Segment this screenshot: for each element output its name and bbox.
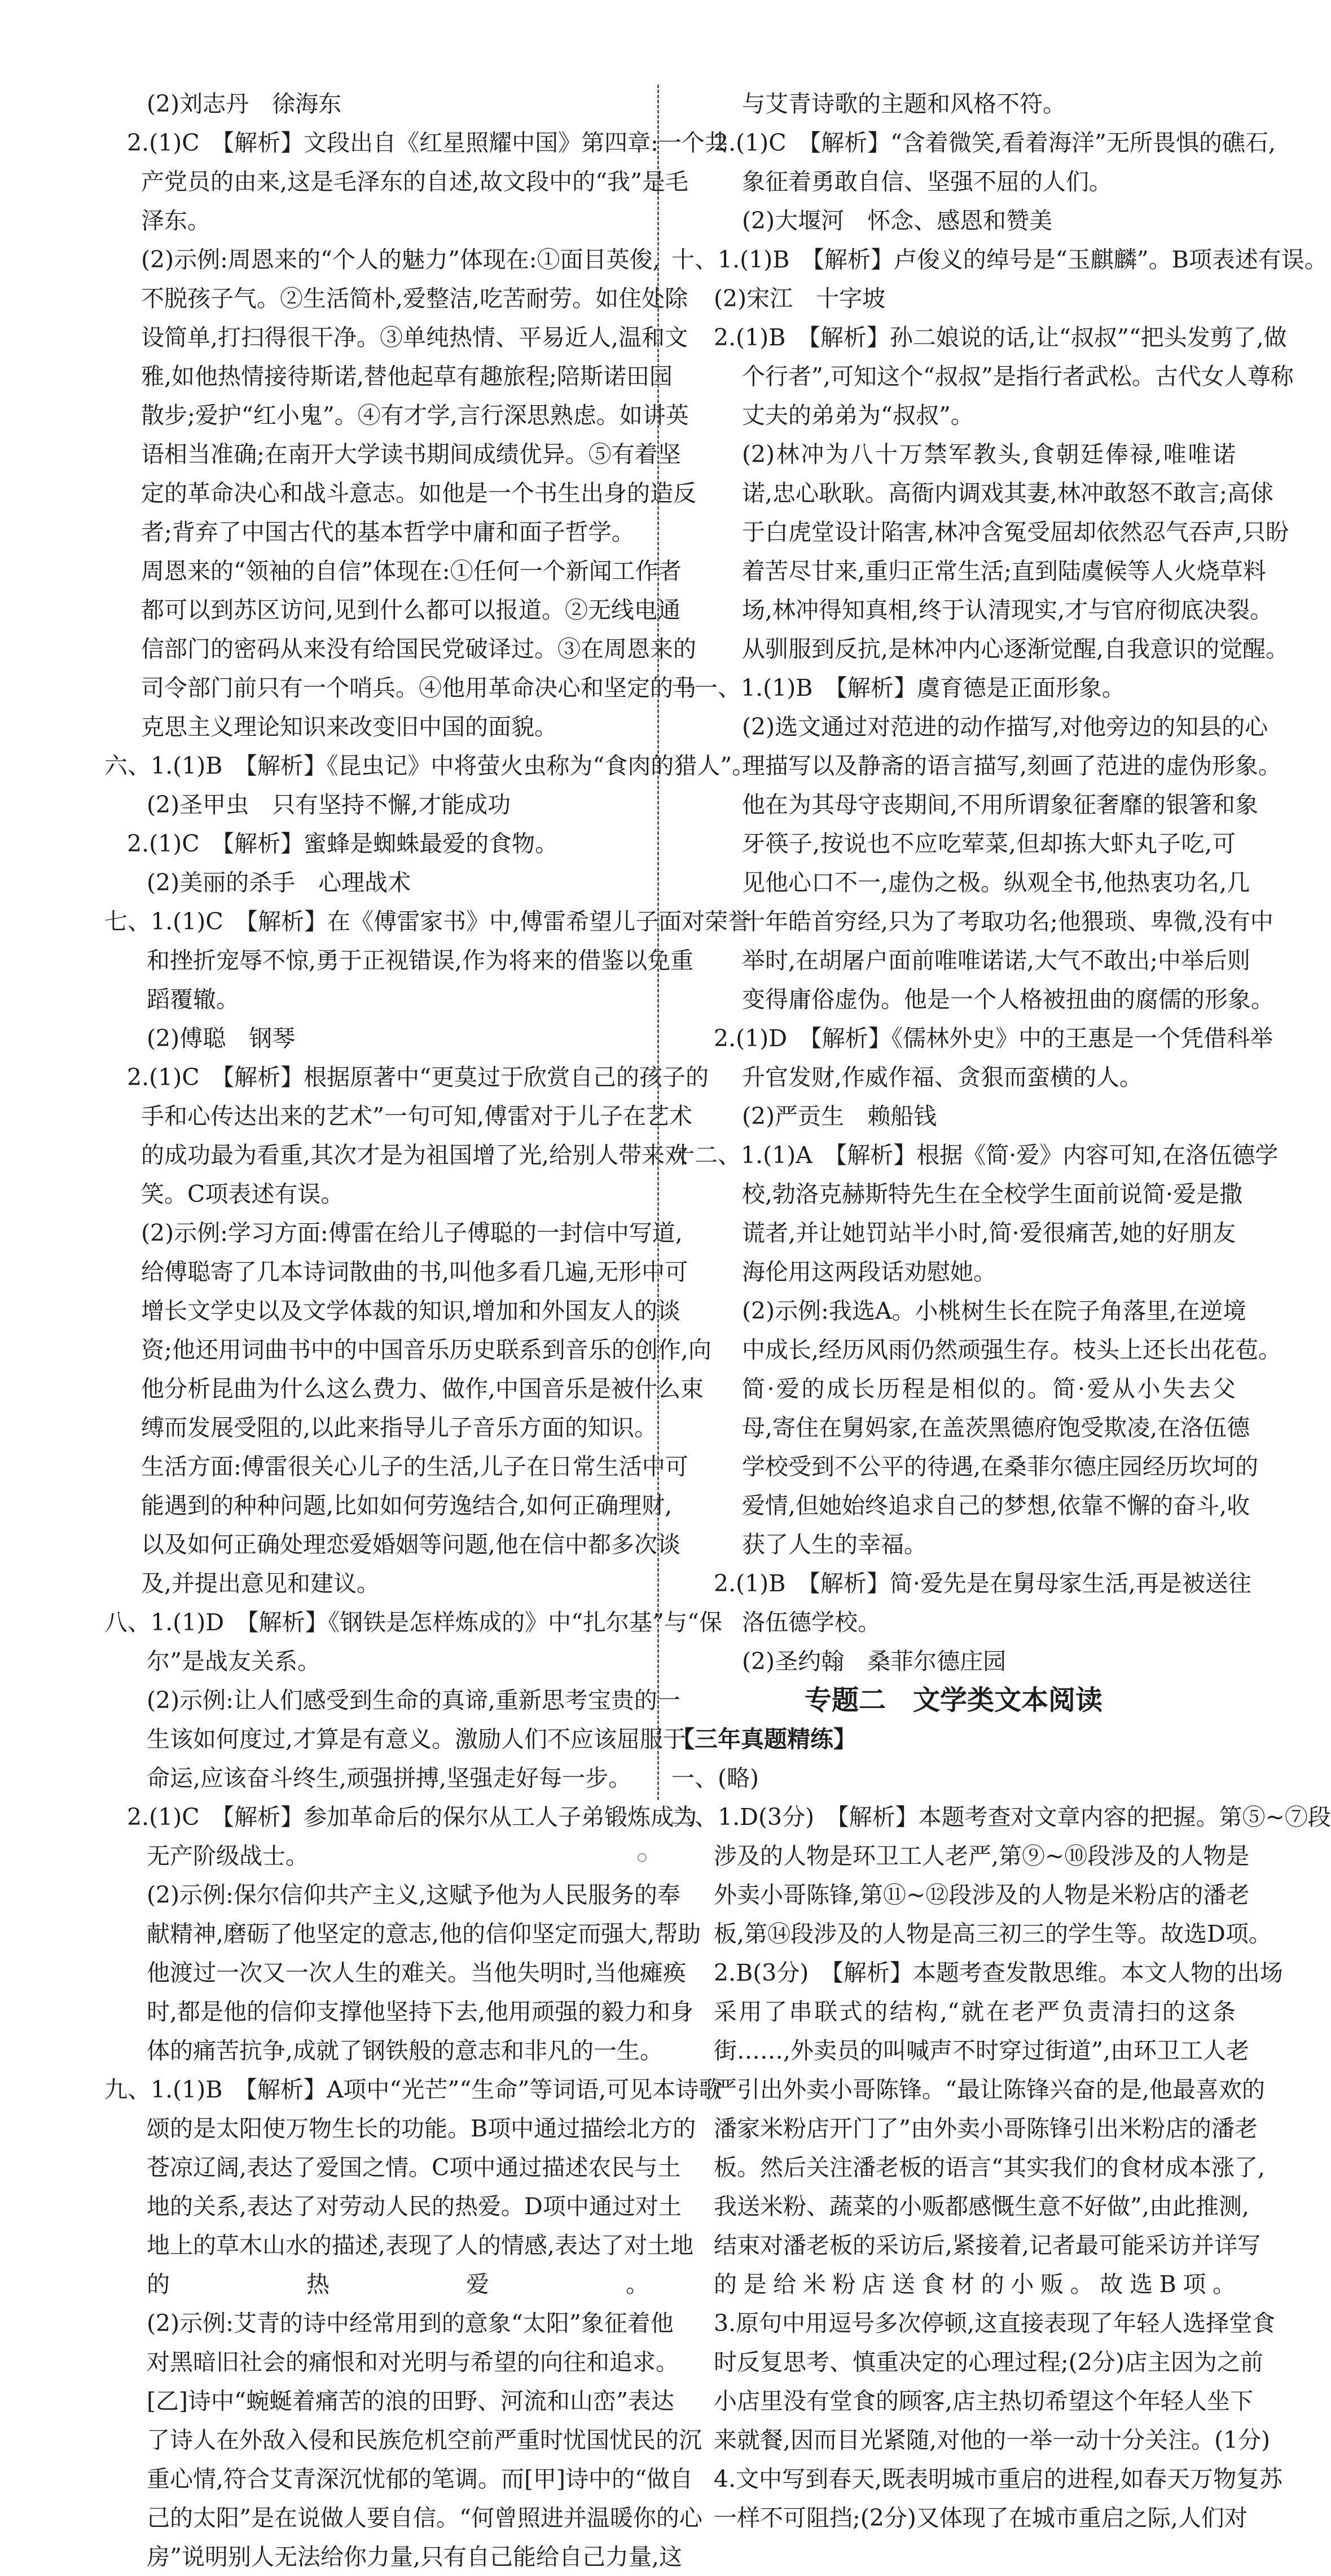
text-line: 他渡过一次又一次人生的难关。当他失明时,当他瘫痪: [147, 1959, 687, 1986]
text-line: 我送米粉、蔬菜的小贩都感慨生意不好做”,由此推测,: [714, 2193, 1250, 2220]
text-line: (2)刘志丹 徐海东: [147, 90, 342, 117]
text-line: 九、1.(1)B 【解析】A项中“光芒”“生命”等词语,可见本诗歌: [104, 2076, 722, 2103]
text-line: 2.(1)C 【解析】参加革命后的保尔从工人子弟锻炼成为: [127, 1803, 697, 1831]
text-line: 爱情,但她始终追求自己的梦想,依靠不懈的奋斗,收: [742, 1492, 1250, 1519]
text-line: 以及如何正确处理恋爱婚姻等问题,他在信中都多次谈: [141, 1531, 681, 1558]
text-line: 2.(1)C 【解析】“含着微笑,看着海洋”无所畏惧的礁石,: [714, 129, 1276, 156]
text-line: 体的痛苦抗争,成就了钢铁般的意志和非凡的一生。: [147, 2037, 664, 2064]
text-line: 生活方面:傅雷很关心儿子的生活,儿子在日常生活中可: [141, 1453, 688, 1480]
text-line: 个行者”,可知这个“叔叔”是指行者武松。古代女人尊称: [742, 363, 1294, 390]
text-line: 尔”是战友关系。: [147, 1648, 320, 1675]
text-line: 街……,外卖员的叫喊声不时穿过街道”,由环卫工人老: [714, 2037, 1250, 2064]
text-line: 房”说明别人无法给你力量,只有自己能给自己力量,这: [147, 2543, 683, 2570]
text-line: 能遇到的种种问题,比如如何劳逸结合,如何正确理财,: [141, 1492, 673, 1519]
text-line: 3.原句中用逗号多次停顿,这直接表现了年轻人选择堂食: [714, 2310, 1276, 2337]
text-line: 十年皓首穷经,只为了考取功名;他猥琐、卑微,没有中: [742, 908, 1273, 935]
text-line: [乙]诗中“蜿蜒着痛苦的浪的田野、河流和山峦”表达: [147, 2388, 674, 2415]
text-line: 的成功最为看重,其次才是为祖国增了光,给别人带来欢: [141, 1142, 688, 1169]
text-line: 定的革命决心和战斗意志。如他是一个书生出身的造反: [141, 480, 696, 507]
text-line: 校,勃洛克赫斯特先生在全校学生面前说简·爱是撒: [742, 1181, 1243, 1208]
text-line: (2)林冲为八十万禁军教头,食朝廷俸禄,唯唯诺: [742, 441, 1236, 468]
text-line: 重心情,符合艾青深沉忧郁的笔调。而[甲]诗中的“做自: [147, 2465, 693, 2492]
text-line: 八、1.(1)D 【解析】《钢铁是怎样炼成的》中“扎尔基”与“保: [104, 1609, 722, 1636]
text-line: (2)大堰河 怀念、感恩和赞美: [742, 207, 1053, 234]
text-line: 小店里没有堂食的顾客,店主热切希望这个年轻人坐下: [714, 2388, 1254, 2415]
text-line: 克思主义理论知识来改变旧中国的面貌。: [141, 713, 557, 740]
text-line: (2)圣甲虫 只有坚持不懈,才能成功: [147, 791, 511, 818]
text-line: 一样不可阻挡;(2分)又体现了在城市重启之际,人们对: [714, 2504, 1247, 2531]
text-line: 设简单,打扫得很干净。③单纯热情、平易近人,温和文: [141, 324, 688, 351]
text-line: 2.(1)D 【解析】《儒林外史》中的王惠是一个凭借科举: [714, 1025, 1273, 1052]
text-line: 涉及的人物是环卫工人老严,第⑨~⑩段涉及的人物是: [714, 1842, 1250, 1870]
text-line: 2.(1)B 【解析】简·爱先是在舅母家生活,再是被送往: [714, 1570, 1251, 1597]
text-line: 母,寄住在舅妈家,在盖茨黑德府饱受欺凌,在洛伍德: [742, 1414, 1250, 1441]
text-line: 司令部门前只有一个哨兵。④他用革命决心和坚定的马: [141, 674, 696, 701]
text-line: 七、1.(1)C 【解析】在《傅雷家书》中,傅雷希望儿子面对荣誉: [104, 908, 752, 935]
text-line: 外卖小哥陈锋,第⑪~⑫段涉及的人物是米粉店的潘老: [714, 1881, 1250, 1908]
text-line: 十二、1.(1)A 【解析】根据《简·爱》内容可知,在洛伍德学: [671, 1142, 1279, 1169]
text-line: 与艾青诗歌的主题和风格不符。: [742, 90, 1066, 117]
text-line: 笑。C项表述有误。: [141, 1181, 344, 1208]
text-line: 者;背弃了中国古代的基本哲学中庸和面子哲学。: [141, 519, 635, 546]
text-line: 谎者,并让她罚站半小时,简·爱很痛苦,她的好朋友: [742, 1219, 1236, 1247]
text-line: 牙筷子,按说也不应吃荤菜,但却拣大虾丸子吃,可: [742, 830, 1236, 857]
text-line: 2.(1)C 【解析】根据原著中“更莫过于欣赏自己的孩子的: [127, 1064, 709, 1091]
section-heading: 专题二 文学类文本阅读: [804, 1684, 1102, 1716]
text-line: 散步;爱护“红小鬼”。④有才学,言行深思熟虑。如讲英: [141, 402, 689, 429]
text-line: (2)选文通过对范进的动作描写,对他旁边的知县的心: [742, 713, 1268, 740]
text-line: 2.(1)C 【解析】蜜蜂是蜘蛛最爱的食物。: [127, 830, 559, 857]
text-line: 板,第⑭段涉及的人物是高三初三的学生等。故选D项。: [714, 1920, 1272, 1947]
text-line: 丈夫的弟弟为“叔叔”。: [742, 402, 974, 429]
text-line: 及,并提出意见和建议。: [141, 1570, 380, 1597]
text-line: 和挫折宠辱不惊,勇于正视错误,作为将来的借鉴以免重: [147, 947, 694, 974]
text-line: 见他心口不一,虚伪之极。纵观全书,他热衷功名,几: [742, 869, 1250, 896]
text-line: 中成长,经历风雨仍然顽强生存。枝头上还长出花苞。: [742, 1336, 1282, 1363]
text-line: 他分析昆曲为什么这么费力、做作,中国音乐是被什么束: [141, 1375, 704, 1402]
text-line: (2)示例:艾青的诗中经常用到的意象“太阳”象征着他: [147, 2310, 674, 2337]
text-line: 周恩来的“领袖的自信”体现在:①任何一个新闻工作者: [141, 558, 682, 585]
text-line: 洛伍德学校。: [742, 1609, 881, 1636]
column-divider: [657, 85, 659, 1800]
text-line: (2)严贡生 赖船钱: [742, 1103, 937, 1130]
text-line: (2)示例:我选A。小桃树生长在院子角落里,在逆境: [742, 1297, 1246, 1324]
text-line: 命运,应该奋斗终生,顽强拼搏,坚强走好每一步。: [147, 1765, 632, 1792]
text-line: 增长文学史以及文学体裁的知识,增加和外国友人的谈: [141, 1297, 681, 1324]
text-line: 颂的是太阳使万物生长的功能。B项中通过描绘北方的: [147, 2115, 696, 2142]
text-line: 生该如何度过,才算是有意义。激励人们不应该屈服于: [147, 1726, 687, 1753]
text-line: 己的太阳”是在说做人要自信。“何曾照进并温暖你的心: [147, 2504, 702, 2531]
text-line: 泽东。: [141, 207, 210, 234]
text-line: (2)示例:保尔信仰共产主义,这赋予他为人民服务的奉: [147, 1881, 680, 1908]
text-line: 对黑暗旧社会的痛恨和对光明与希望的向往和追求。: [147, 2349, 679, 2376]
text-line: (2)示例:让人们感受到生命的真谛,重新思考宝贵的一: [147, 1687, 680, 1714]
text-line: 时,都是他的信仰支撑他坚持下去,他用顽强的毅力和身: [147, 1998, 694, 2025]
text-line: 升官发财,作威作福、贪狠而蛮横的人。: [742, 1064, 1143, 1091]
text-line: (2)傅聪 钢琴: [147, 1025, 296, 1052]
text-line: 象征着勇敢自信、坚强不屈的人们。: [742, 168, 1112, 195]
text-line: (2)示例:周恩来的“个人的魅力”体现在:①面目英俊,: [141, 246, 660, 273]
text-line: 一、(略): [671, 1765, 759, 1792]
text-line: 的是给米粉店送食材的小贩。故选B项。: [714, 2271, 1236, 2298]
text-line: 2.(1)C 【解析】文段出自《红星照耀中国》第四章:一个共: [127, 129, 728, 156]
text-line: 于白虎堂设计陷害,林冲含冤受屈却依然忍气吞声,只盼: [742, 519, 1289, 546]
text-line: (2)示例:学习方面:傅雷在给儿子傅聪的一封信中写道,: [141, 1219, 683, 1247]
text-line: 不脱孩子气。②生活简朴,爱整洁,吃苦耐劳。如住处除: [141, 285, 688, 312]
text-line: 着苦尽甘来,重归正常生活;直到陆虞候等人火烧草料: [742, 558, 1266, 585]
text-line: 蹈覆辙。: [147, 986, 239, 1013]
text-line: 献精神,磨砺了他坚定的意志,他的信仰坚定而强大,帮助: [147, 1920, 701, 1947]
text-line: 他在为其母守丧期间,不用所谓象征奢靡的银箸和象: [742, 791, 1259, 818]
text-line: 雅,如他热情接待斯诺,替他起草有趣旅程;陪斯诺田园: [141, 363, 673, 390]
text-line: 都可以到苏区访问,见到什么都可以报道。②无线电通: [141, 596, 681, 624]
text-line: 语相当准确;在南开大学读书期间成绩优异。⑤有着坚: [141, 441, 681, 468]
text-line: 缚而发展受阻的,以此来指导儿子音乐方面的知识。: [141, 1414, 658, 1441]
text-line: 诺,忠心耿耿。高衙内调戏其妻,林冲敢怒不敢言;高俅: [742, 480, 1273, 507]
text-line: 采用了串联式的结构,“就在老严负责清扫的这条: [714, 1998, 1236, 2025]
text-line: 【三年真题精练】: [671, 1726, 856, 1753]
text-line: 理描写以及静斋的语言描写,刻画了范进的虚伪形象。: [742, 752, 1282, 779]
text-line: 十一、1.(1)B 【解析】虞育德是正面形象。: [671, 674, 1125, 701]
text-line: 六、1.(1)B 【解析】《昆虫记》中将萤火虫称为“食肉的猎人”。: [104, 752, 755, 779]
text-line: 地的关系,表达了对劳动人民的热爱。D项中通过对土: [147, 2193, 682, 2220]
text-line: 潘家米粉店开门了”由外卖小哥陈锋引出米粉店的潘老: [714, 2115, 1258, 2142]
text-line: 时反复思考、慎重决定的心理过程;(2分)店主因为之前: [714, 2349, 1263, 2376]
text-line: 资;他还用词曲书中的中国音乐历史联系到音乐的创作,向: [141, 1336, 711, 1363]
text-line: 学校受到不公平的待遇,在桑菲尔德庄园经历坎坷的: [742, 1453, 1259, 1480]
text-line: 无产阶级战士。: [147, 1842, 309, 1870]
text-line: 4.文中写到春天,既表明城市重启的进程,如春天万物复苏: [714, 2465, 1283, 2492]
text-line: 的热爱。: [147, 2271, 649, 2298]
text-line: 手和心传达出来的艺术”一句可知,傅雷对于儿子在艺术: [141, 1103, 692, 1130]
text-line: 2.B(3分) 【解析】本题考查发散思维。本文人物的出场: [714, 1959, 1283, 1986]
text-line: 给傅聪寄了几本诗词散曲的书,叫他多看几遍,无形中可: [141, 1258, 688, 1285]
text-line: 了诗人在外敌入侵和民族危机空前严重时忧国忧民的沉: [147, 2426, 702, 2454]
text-line: 简·爱的成长历程是相似的。简·爱从小失去父: [742, 1375, 1236, 1402]
text-line: 从驯服到反抗,是林冲内心逐渐觉醒,自我意识的觉醒。: [742, 635, 1289, 662]
text-line: 苍凉辽阔,表达了爱国之情。C项中通过描述农民与土: [147, 2154, 681, 2181]
text-line: 2.(1)B 【解析】孙二娘说的话,让“叔叔”“把头发剪了,做: [714, 324, 1287, 351]
text-line: 获了人生的幸福。: [742, 1531, 927, 1558]
text-line: 二、1.D(3分) 【解析】本题考查对文章内容的把握。第⑤~⑦段: [671, 1803, 1331, 1831]
text-line: 海伦用这两段话劝慰她。: [742, 1258, 996, 1285]
text-line: 地上的草木山水的描述,表现了人的情感,表达了对土地: [147, 2232, 694, 2259]
text-line: 变得庸俗虚伪。他是一个人格被扭曲的腐儒的形象。: [742, 986, 1274, 1013]
text-line: 来就餐,因而目光紧随,对他的一举一动十分关注。(1分): [714, 2426, 1271, 2454]
text-line: (2)圣约翰 桑菲尔德庄园: [742, 1648, 1007, 1675]
text-line: 信部门的密码从来没有给国民党破译过。③在周恩来的: [141, 635, 696, 662]
text-line: 十、1.(1)B 【解析】卢俊义的绰号是“玉麒麟”。B项表述有误。: [671, 246, 1328, 273]
text-line: 产党员的由来,这是毛泽东的自述,故文段中的“我”是毛: [141, 168, 688, 195]
text-line: 结束对潘老板的采访后,紧接着,记者最可能采访并详写: [714, 2232, 1261, 2259]
text-line: 场,林冲得知真相,终于认清现实,才与官府彻底决裂。: [742, 596, 1273, 624]
text-line: 板。然后关注潘老板的语言“其实我们的食材成本涨了,: [714, 2154, 1265, 2181]
page-mark: [638, 1853, 647, 1862]
text-line: 严引出外卖小哥陈锋。“最让陈锋兴奋的是,他最喜欢的: [714, 2076, 1265, 2103]
text-line: (2)美丽的杀手 心理战术: [147, 869, 411, 896]
text-line: 举时,在胡屠户面前唯唯诺诺,大气不敢出;中举后则: [742, 947, 1250, 974]
text-line: (2)宋江 十字坡: [714, 285, 886, 312]
